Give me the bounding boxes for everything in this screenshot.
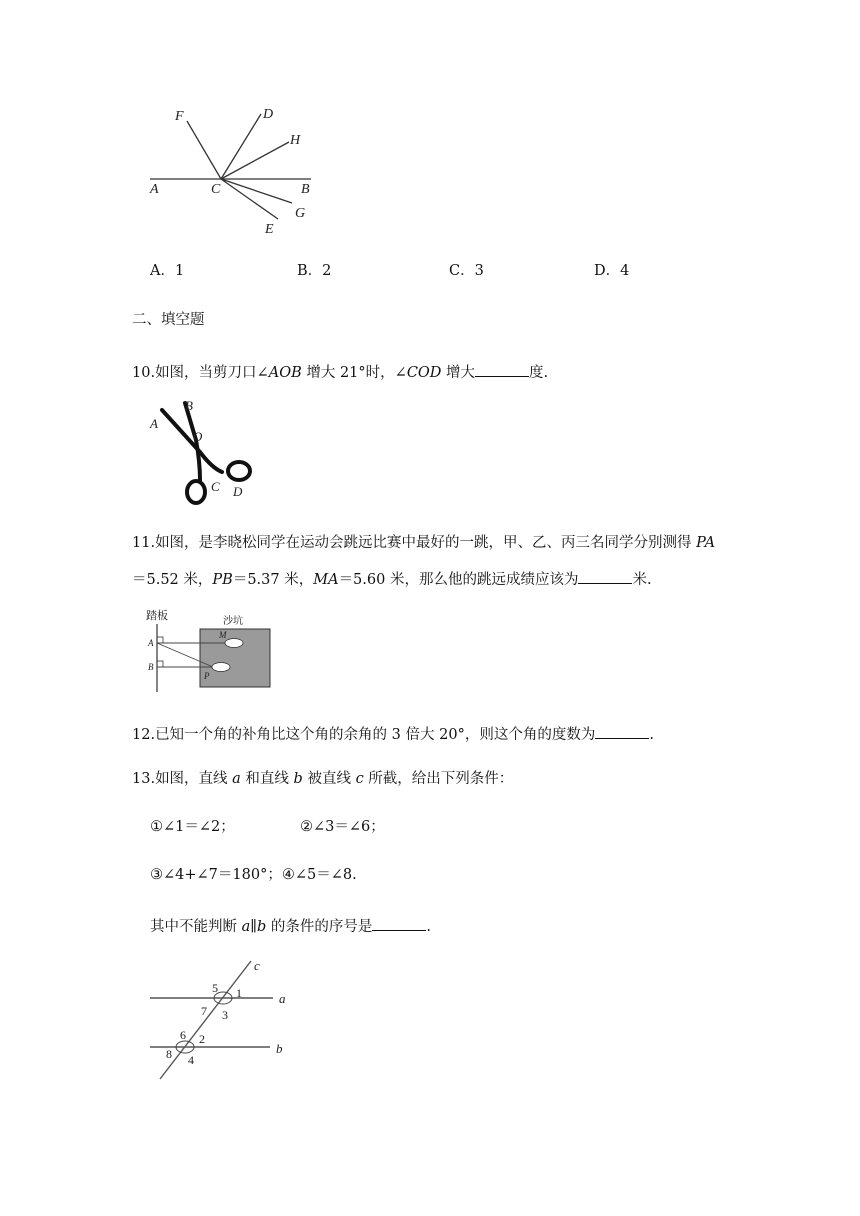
q11-part: ＝5.37 米， [232,572,314,588]
q13-part: 的条件的序号是 [266,919,373,935]
q11-part: 米. [632,572,652,588]
label-d: D [263,107,274,122]
label-c: c [254,958,260,973]
q11-part: ＝5.60 米，那么他的跳远成绩应该为 [338,572,579,588]
ray-cg [221,179,292,203]
label-c: C [211,479,220,494]
q10-answer-blank[interactable] [475,362,529,377]
angle-label-1: 1 [236,986,242,1000]
angle-label-3: 3 [222,1008,228,1022]
label-f: F [175,109,184,124]
angle-label-4: 4 [188,1053,194,1067]
q13-part: 所截，给出下列条件： [363,771,514,787]
q9-option-b[interactable] [297,264,331,279]
ray-ce [221,179,278,219]
ray-cf [187,121,221,179]
angle-label-6: 6 [180,1028,186,1042]
q13-var-a: a [232,771,241,787]
q9-angle-figure [140,98,340,243]
q10-text [132,362,548,381]
label-e: E [265,222,274,237]
angle-label-5: 5 [212,981,218,995]
q13-part: 被直线 [302,771,356,787]
label-a: A [150,416,158,431]
q12-answer-blank[interactable] [595,724,649,739]
q10-part: 增大 21°时，∠ [301,365,407,381]
label-g: G [295,206,306,221]
label-b: b [276,1041,283,1056]
q9-option-a[interactable] [150,264,184,279]
q11-var-pb: PB [212,572,233,588]
label-b: B [301,182,310,197]
label-b: B [148,662,154,672]
label-a: A [148,638,154,648]
right-angle-b [157,661,163,667]
q10-var-aob: AOB [268,365,302,381]
option-value: 2 [322,263,332,279]
angle-label-2: 2 [199,1032,205,1046]
q12-number: 12. [132,727,156,743]
right-angle-a [157,637,163,643]
q13-var-c: c [355,771,364,787]
q11-part: 如图，是李晓松同学在运动会跳远比赛中最好的一跳，甲、乙、丙三名同学分别测得 [155,535,697,551]
ray-ch [221,142,289,179]
label-o: O [193,429,203,444]
footprint-m [225,639,243,648]
q13-part: 和直线 [240,771,294,787]
q12-part: . [649,727,654,743]
label-h: H [290,133,301,148]
q13-parallel-lines-figure [140,955,300,1085]
q13-part: . [426,919,431,935]
q9-option-d[interactable] [594,264,629,279]
q12-text [132,724,654,743]
angle-label-7: 7 [201,1004,207,1018]
q11-line-2 [132,569,652,588]
q10-part: 度. [529,365,549,381]
label-c: C [211,182,221,197]
q10-part: 增大 [441,365,476,381]
q13-number: 13. [132,771,156,787]
label-d: D [233,484,243,499]
q11-long-jump-figure [140,605,280,700]
q11-answer-blank[interactable] [578,569,632,584]
option-key: A． [150,263,175,279]
q13-condition-1: ①∠1＝∠2； [150,819,235,835]
label-a: a [279,991,286,1006]
q11-part: ＝5.52 米， [132,572,213,588]
line-c [160,961,251,1079]
q13-condition-2: ②∠3＝∠6； [300,819,385,835]
q13-text [132,772,513,787]
label-a: A [150,182,159,197]
q13-var-b: b [293,771,303,787]
q10-part: 如图，当剪刀口∠ [155,365,269,381]
label-m: M [219,630,227,640]
footprint-p [212,663,230,672]
label-board: 踏板 [146,609,168,622]
option-key: D． [594,263,621,279]
q13-question [150,916,431,935]
label-p: P [204,671,210,681]
option-value: 4 [620,263,630,279]
label-b: B [185,398,193,413]
option-value: 1 [174,263,185,279]
q11-var-pa: PA [696,535,716,551]
label-pit: 沙坑 [223,616,243,627]
q13-part: 如图，直线 [155,771,233,787]
section-title: 二、填空题 [132,312,205,328]
sand-pit [200,629,270,687]
q10-number: 10. [132,365,156,381]
q9-option-c[interactable] [449,264,484,279]
q13-condition-3: ③∠4+∠7＝180°；④∠5＝∠8. [150,867,357,883]
q13-answer-blank[interactable] [372,916,426,931]
option-key: B． [297,263,323,279]
q11-var-ma: MA [313,572,339,588]
q11-number: 11. [132,535,156,551]
q12-part: 已知一个角的补角比这个角的余角的 3 倍大 20°，则这个角的度数为 [155,727,596,743]
angle-label-8: 8 [166,1047,172,1061]
q11-line-1 [132,536,715,551]
ray-cd [221,114,261,179]
q13-part: 其中不能判断 [150,919,242,935]
option-value: 3 [474,263,484,279]
option-key: C． [449,263,475,279]
q13-var-parallel: a∥b [241,919,267,935]
q10-scissors-figure [145,395,265,515]
q10-var-cod: COD [406,365,442,381]
